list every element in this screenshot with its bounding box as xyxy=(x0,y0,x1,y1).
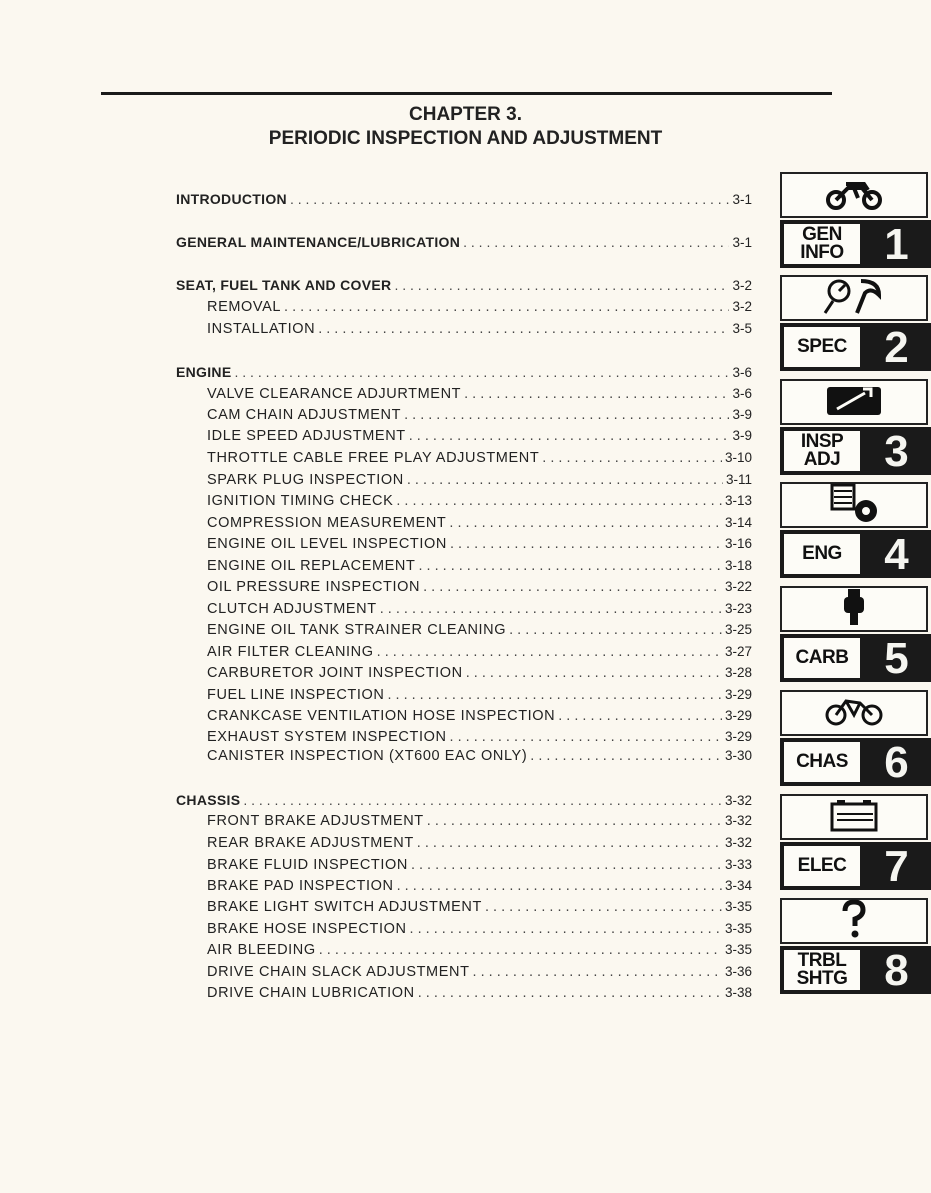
toc-entry xyxy=(207,877,752,895)
toc-leader-dots xyxy=(397,877,722,895)
toc-leader-dots xyxy=(509,621,722,639)
toc-leader-dots xyxy=(396,492,722,510)
toc-leader-dots xyxy=(466,664,722,682)
toc-page-number: 3-27 xyxy=(724,644,752,659)
toc-label: THROTTLE CABLE FREE PLAY ADJUSTMENT xyxy=(207,450,540,466)
toc-page-number: 3-16 xyxy=(724,536,752,551)
toc-label: CANISTER INSPECTION (XT600 EAC ONLY) xyxy=(207,748,528,764)
toc-leader-dots xyxy=(243,791,722,809)
toc-page-number: 3-34 xyxy=(724,878,752,893)
tab-icon-box[interactable] xyxy=(780,586,928,632)
toc-page-number: 3-30 xyxy=(724,748,752,763)
toc-section xyxy=(176,791,752,809)
toc-entry xyxy=(207,728,752,746)
toc-entry xyxy=(207,707,752,725)
battery-icon xyxy=(829,798,879,837)
toc-label: ENGINE xyxy=(176,364,232,380)
toc-label: IDLE SPEED ADJUSTMENT xyxy=(207,428,406,444)
motorcycle-icon xyxy=(824,176,884,215)
toc-entry xyxy=(207,600,752,618)
toc-entry xyxy=(207,427,752,445)
toc-page-number: 3-9 xyxy=(732,428,752,443)
toc-leader-dots xyxy=(530,747,722,765)
toc-label: ENGINE OIL REPLACEMENT xyxy=(207,558,416,574)
toc-leader-dots xyxy=(284,298,729,316)
bicycle-frame-icon xyxy=(824,695,884,732)
toc-label: CLUTCH ADJUSTMENT xyxy=(207,601,377,617)
toc-entry xyxy=(207,834,752,852)
toc-page-number: 3-22 xyxy=(724,579,752,594)
tab-number: 8 xyxy=(884,946,909,995)
toc-entry xyxy=(207,471,752,489)
carburetor-icon xyxy=(841,587,867,632)
tab-number: 4 xyxy=(884,530,909,579)
toc-page-number: 3-2 xyxy=(732,299,752,314)
tab-icon-box[interactable] xyxy=(780,690,928,736)
toc-entry xyxy=(207,686,752,704)
toc-leader-dots xyxy=(290,190,730,208)
toc-label: AIR FILTER CLEANING xyxy=(207,644,374,660)
toc-page-number: 3-35 xyxy=(724,942,752,957)
toc-label: FUEL LINE INSPECTION xyxy=(207,687,385,703)
toc-page-number: 3-1 xyxy=(732,192,752,207)
tab-icon-box[interactable] xyxy=(780,172,928,218)
section-tab-8[interactable] xyxy=(780,946,931,994)
section-tab-4[interactable] xyxy=(780,530,931,578)
gauge-caliper-icon xyxy=(819,277,889,320)
toc-label: REMOVAL xyxy=(207,299,282,315)
toc-section xyxy=(176,276,752,294)
toc-entry xyxy=(207,920,752,938)
chapter-title: PERIODIC INSPECTION AND ADJUSTMENT xyxy=(268,128,663,149)
tab-label: TRBL SHTG xyxy=(784,950,860,990)
toc-label: INTRODUCTION xyxy=(176,191,287,207)
toc-leader-dots xyxy=(485,898,722,916)
toc-page-number: 3-29 xyxy=(724,708,752,723)
toc-leader-dots xyxy=(411,856,722,874)
toc-page-number: 3-11 xyxy=(725,472,752,487)
toc-label: BRAKE PAD INSPECTION xyxy=(207,878,394,894)
toc-page-number: 3-32 xyxy=(724,835,752,850)
toc-leader-dots xyxy=(450,535,722,553)
toc-leader-dots xyxy=(387,686,722,704)
toc-entry xyxy=(207,898,752,916)
toc-page-number: 3-23 xyxy=(724,601,752,616)
toc-page-number: 3-29 xyxy=(724,729,752,744)
tab-number: 2 xyxy=(884,323,909,372)
toc-page-number: 3-10 xyxy=(724,450,752,465)
toc-leader-dots xyxy=(418,557,722,575)
section-tab-3[interactable] xyxy=(780,427,931,475)
tab-number: 7 xyxy=(884,842,909,891)
tab-icon-box[interactable] xyxy=(780,482,928,528)
toc-leader-dots xyxy=(407,471,723,489)
toc-page-number: 3-14 xyxy=(724,515,752,530)
toc-label: INSTALLATION xyxy=(207,321,316,337)
section-tab-7[interactable] xyxy=(780,842,931,890)
toc-leader-dots xyxy=(410,920,722,938)
toc-entry xyxy=(207,492,752,510)
toc-leader-dots xyxy=(234,363,729,381)
toc-page-number: 3-35 xyxy=(724,899,752,914)
toc-leader-dots xyxy=(473,963,722,981)
tab-number: 5 xyxy=(884,634,909,683)
section-tab-5[interactable] xyxy=(780,634,931,682)
toc-label: CARBURETOR JOINT INSPECTION xyxy=(207,665,463,681)
toc-page-number: 3-6 xyxy=(732,365,752,380)
toc-entry xyxy=(207,664,752,682)
toc-label: ENGINE OIL LEVEL INSPECTION xyxy=(207,536,447,552)
toc-label: EXHAUST SYSTEM INSPECTION xyxy=(207,729,447,745)
toc-page-number: 3-33 xyxy=(724,857,752,872)
toc-label: CAM CHAIN ADJUSTMENT xyxy=(207,407,402,423)
toc-leader-dots xyxy=(427,812,722,830)
toc-entry xyxy=(207,578,752,596)
toc-section xyxy=(176,233,752,251)
toc-leader-dots xyxy=(318,320,729,338)
toc-entry xyxy=(207,557,752,575)
toc-page-number: 3-18 xyxy=(724,558,752,573)
toc-entry xyxy=(207,385,752,403)
toc-leader-dots xyxy=(409,427,730,445)
toc-label: AIR BLEEDING xyxy=(207,942,316,958)
toc-entry xyxy=(207,856,752,874)
toc-page-number: 3-9 xyxy=(732,407,752,422)
engine-piston-icon xyxy=(824,483,884,528)
question-mark-icon xyxy=(839,899,869,944)
tab-icon-box[interactable] xyxy=(780,794,928,840)
toc-leader-dots xyxy=(558,707,722,725)
toc-entry xyxy=(207,812,752,830)
toc-entry xyxy=(207,535,752,553)
toc-label: REAR BRAKE ADJUSTMENT xyxy=(207,835,414,851)
toc-page-number: 3-32 xyxy=(724,813,752,828)
tab-label: SPEC xyxy=(784,327,860,367)
toc-label: BRAKE HOSE INSPECTION xyxy=(207,921,407,937)
toc-page-number: 3-35 xyxy=(724,921,752,936)
toc-leader-dots xyxy=(377,643,722,661)
toc-page-number: 3-28 xyxy=(724,665,752,680)
toc-label: SPARK PLUG INSPECTION xyxy=(207,472,404,488)
tab-number: 3 xyxy=(884,427,909,476)
tab-icon-box[interactable] xyxy=(780,898,928,944)
toc-page-number: 3-36 xyxy=(724,964,752,979)
tab-label: CHAS xyxy=(784,742,860,782)
toc-page-number: 3-2 xyxy=(732,278,752,293)
toc-label: VALVE CLEARANCE ADJURTMENT xyxy=(207,386,462,402)
toc-leader-dots xyxy=(417,834,722,852)
toc-label: BRAKE LIGHT SWITCH ADJUSTMENT xyxy=(207,899,482,915)
tab-label: ELEC xyxy=(784,846,860,886)
tab-label: GEN INFO xyxy=(784,224,860,264)
section-tab-1[interactable] xyxy=(780,220,931,268)
tab-label: ENG xyxy=(784,534,860,574)
toc-page-number: 3-29 xyxy=(724,687,752,702)
toc-page-number: 3-32 xyxy=(724,793,752,808)
section-tab-2[interactable] xyxy=(780,323,931,371)
toc-leader-dots xyxy=(464,385,729,403)
toc-label: COMPRESSION MEASUREMENT xyxy=(207,515,447,531)
toc-entry xyxy=(207,643,752,661)
toc-label: GENERAL MAINTENANCE/LUBRICATION xyxy=(176,234,461,250)
toc-page-number: 3-38 xyxy=(724,985,752,1000)
toc-label: DRIVE CHAIN LUBRICATION xyxy=(207,985,415,1001)
toc-label: DRIVE CHAIN SLACK ADJUSTMENT xyxy=(207,964,470,980)
toc-label: CRANKCASE VENTILATION HOSE INSPECTION xyxy=(207,708,556,724)
toc-entry xyxy=(207,941,752,959)
toc-entry xyxy=(207,320,752,338)
toc-leader-dots xyxy=(404,406,729,424)
toc-entry xyxy=(207,449,752,467)
toc-leader-dots xyxy=(450,728,722,746)
tab-icon-box[interactable] xyxy=(780,379,928,425)
toc-entry xyxy=(207,963,752,981)
toc-entry xyxy=(207,406,752,424)
toc-entry xyxy=(207,621,752,639)
toc-label: CHASSIS xyxy=(176,792,241,808)
toc-label: BRAKE FLUID INSPECTION xyxy=(207,857,408,873)
toc-leader-dots xyxy=(418,984,722,1002)
toc-entry xyxy=(207,984,752,1002)
toc-leader-dots xyxy=(449,514,722,532)
tab-label: INSP ADJ xyxy=(784,431,860,471)
tab-label: CARB xyxy=(784,638,860,678)
toc-label: ENGINE OIL TANK STRAINER CLEANING xyxy=(207,622,507,638)
toc-page-number: 3-13 xyxy=(724,493,752,508)
toc-label: IGNITION TIMING CHECK xyxy=(207,493,394,509)
wrench-hand-icon xyxy=(825,383,883,422)
toc-label: SEAT, FUEL TANK AND COVER xyxy=(176,277,392,293)
toc-leader-dots xyxy=(463,233,729,251)
toc-page-number: 3-1 xyxy=(732,235,752,250)
toc-entry xyxy=(207,514,752,532)
toc-label: FRONT BRAKE ADJUSTMENT xyxy=(207,813,424,829)
toc-leader-dots xyxy=(380,600,722,618)
toc-label: OIL PRESSURE INSPECTION xyxy=(207,579,421,595)
tab-icon-box[interactable] xyxy=(780,275,928,321)
toc-section xyxy=(176,363,752,381)
section-tab-6[interactable] xyxy=(780,738,931,786)
toc-leader-dots xyxy=(319,941,722,959)
toc-page-number: 3-25 xyxy=(724,622,752,637)
tab-number: 1 xyxy=(884,220,909,269)
toc-entry xyxy=(207,747,752,765)
toc-leader-dots xyxy=(542,449,722,467)
toc-page-number: 3-5 xyxy=(732,321,752,336)
toc-page-number: 3-6 xyxy=(732,386,752,401)
toc-section xyxy=(176,190,752,208)
toc-leader-dots xyxy=(423,578,722,596)
chapter-number: CHAPTER 3. xyxy=(409,104,522,125)
toc-entry xyxy=(207,298,752,316)
toc-leader-dots xyxy=(394,276,729,294)
tab-number: 6 xyxy=(884,738,909,787)
